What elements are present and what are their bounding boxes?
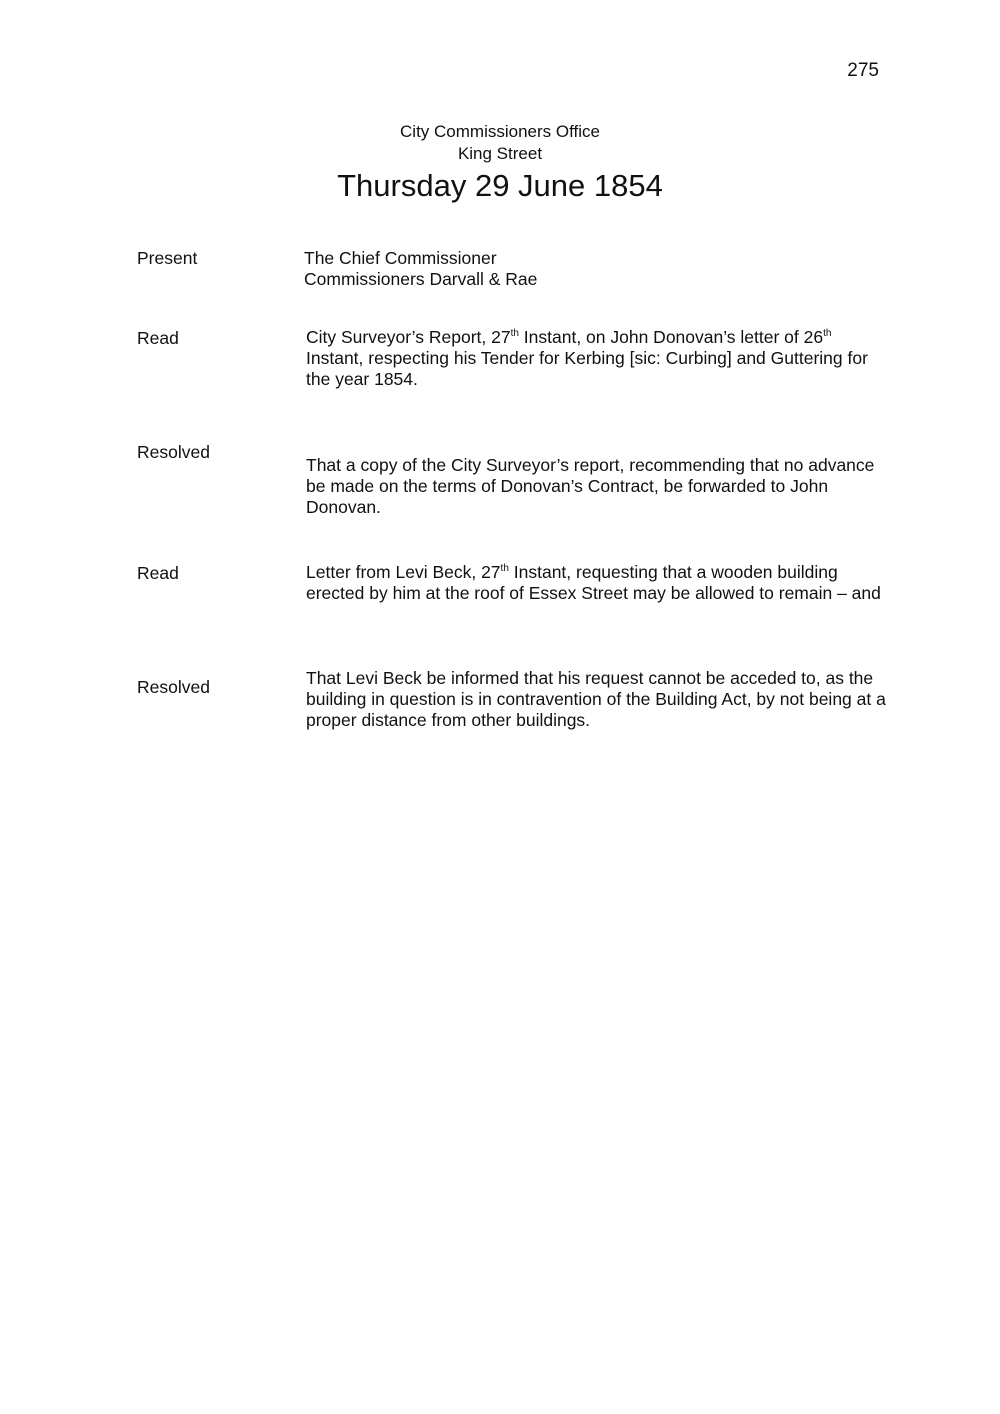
present-list <box>304 248 884 290</box>
entry-text-resolved <box>306 455 878 518</box>
entry-paragraph: Letter from Levi Beck, 27th Instant, requesting that a wooden building erected by him at the roof of Essex Street may be allowed to remain – and <box>306 562 881 603</box>
entry-text-read <box>306 562 886 604</box>
present-label: Present <box>137 248 198 268</box>
entry-label-resolved: Resolved <box>137 442 210 462</box>
present-member: The Chief Commissioner <box>304 248 497 268</box>
entry-label-read: Read <box>137 563 179 583</box>
entry-label-read: Read <box>137 328 179 348</box>
entry-text-resolved <box>306 668 886 731</box>
entry-paragraph: That Levi Beck be informed that his request cannot be acceded to, as the building in question is in contravention of the Building Act, by not being at a proper distance from other buildings. <box>306 668 886 730</box>
entry-paragraph: That a copy of the City Surveyor’s report, recommending that no advance be made on the terms of Donovan’s Contract, be forwarded to John Donovan. <box>306 455 875 517</box>
meeting-date: Thursday 29 June 1854 <box>337 168 663 203</box>
document-header <box>0 121 1000 205</box>
office-name: City Commissioners Office <box>400 122 600 141</box>
present-member: Commissioners Darvall & Rae <box>304 269 538 289</box>
office-street: King Street <box>457 144 543 163</box>
page-number: 275 <box>847 60 879 81</box>
entry-paragraph: City Surveyor’s Report, 27th Instant, on John Donovan’s letter of 26th Instant, respecting his Tender for Kerbing [sic: Curbing] and Guttering for the year 1854. <box>306 327 868 389</box>
entry-text-read <box>306 327 884 390</box>
entry-label-resolved: Resolved <box>137 677 210 697</box>
